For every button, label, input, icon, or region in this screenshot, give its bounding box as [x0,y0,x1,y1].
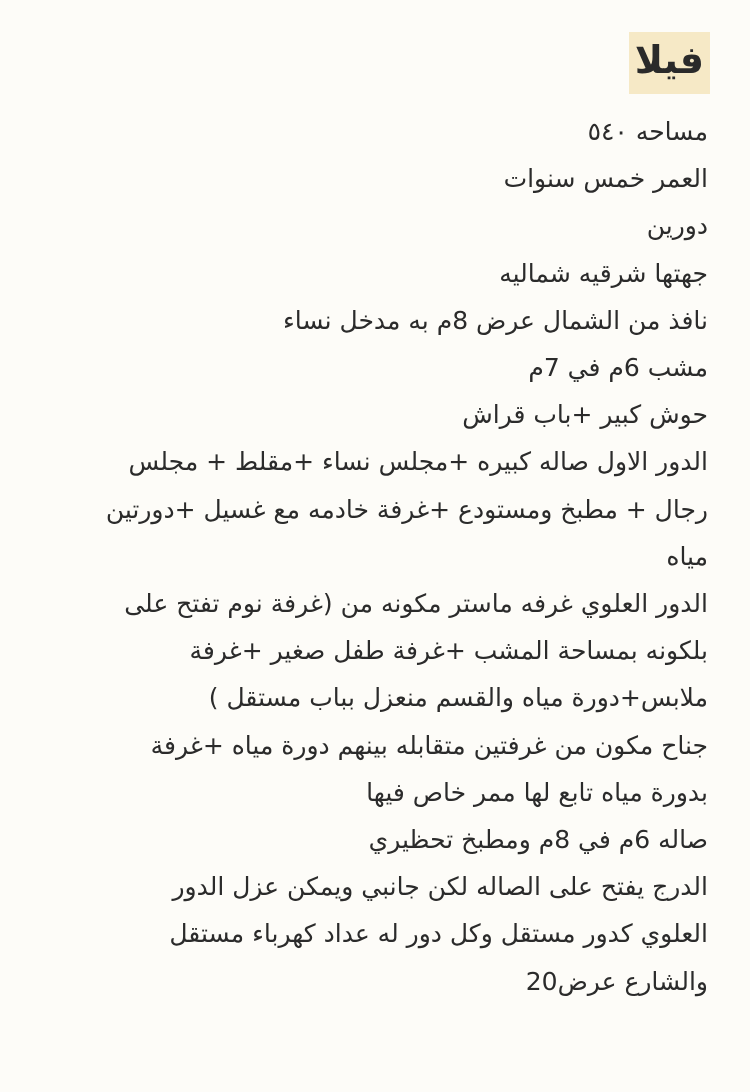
text-line: نافذ من الشمال عرض 8م به مدخل نساء [282,305,708,335]
text-line: حوش كبير +باب قراش [462,400,708,430]
text-line: العلوي كدور مستقل وكل دور له عداد كهرباء مستقل [169,919,708,949]
text-line: الدور العلوي غرفه ماستر مكونه من (غرفة نوم تفتح على [124,589,708,619]
text-line: رجال + مطبخ ومستودع +غرفة خادمه مع غسيل +دورتين [105,494,708,524]
text-line: العمر خمس سنوات [503,164,708,194]
document-title: فيلا [629,32,710,94]
text-line: ملابس+دورة مياه والقسم منعزل بباب مستقل ) [208,683,708,713]
text-line: بدورة مياه تابع لها ممر خاص فيها [366,777,708,807]
text-line: بلكونه بمساحة المشب +غرفة طفل صغير +غرفة [189,636,708,666]
listing-details [28,108,708,1005]
text-line: مساحه ٥٤٠ [587,117,708,146]
text-line: دورين [646,211,708,241]
text-line: الدرج يفتح على الصاله لكن جانبي ويمكن عزل الدور [172,872,708,902]
text-line: والشارع عرض20 [525,966,708,996]
text-line: الدور الاول صاله كبيره +مجلس نساء +مقلط + مجلس [128,447,708,477]
text-line: مشب 6م في 7م [528,353,708,383]
text-line: مياه [666,541,708,571]
text-line: صاله 6م في 8م ومطبخ تحظيري [368,825,708,855]
text-line: جهتها شرقيه شماليه [499,258,708,288]
text-line: جناح مكون من غرفتين متقابله بينهم دورة مياه +غرفة [150,730,708,760]
